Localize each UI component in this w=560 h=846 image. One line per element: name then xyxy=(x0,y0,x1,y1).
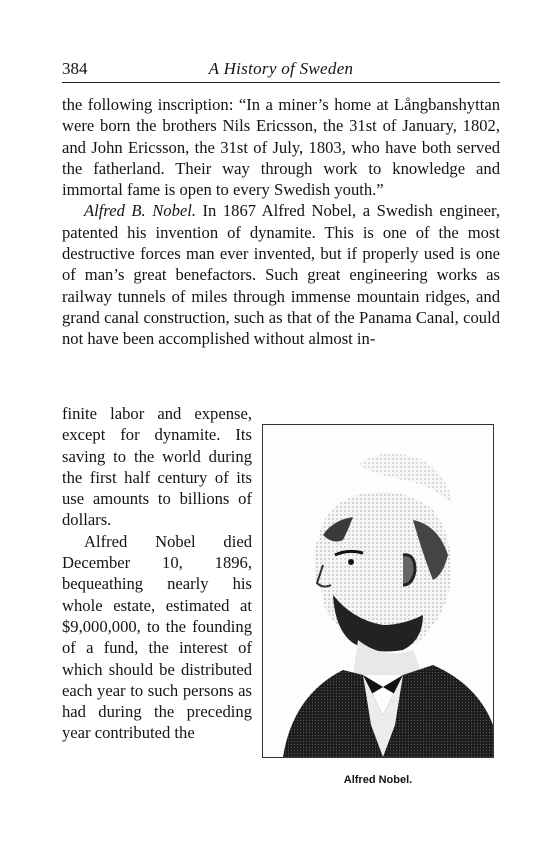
paragraph-nobel xyxy=(62,200,500,349)
portrait-figure xyxy=(262,424,494,758)
figure-caption: Alfred Nobel. xyxy=(343,774,413,786)
portrait-of-alfred-nobel xyxy=(263,425,493,757)
paragraph-inscription: the following inscription: “In a miner’s home at Långbanshyttan were born the brothers Nils Ericsson, the 31st of January, 1802, and John Ericsson, the 31st of July, 1803, who have both served the fatherland. Their way through work to knowledge and immortal fame is open to every Swedish youth.” xyxy=(62,95,500,200)
paragraph-dynamite-continued: finite labor and expense, except for dynamite. Its saving to the world during the first half century of its use amounts to billions of dollars. xyxy=(62,404,252,530)
page-header xyxy=(62,58,500,83)
paragraph-nobel-text: In 1867 Alfred Nobel, a Swedish engineer, patented his invention of dynamite. This is one of the most destructive forces man ever invented, but if properly used is one of man’s great benefactors. Such great engineering works as railway tunnels of miles through immense mountain ridges, and grand canal construction, such as that of the Panama Canal, could not have been accomplished without almost in- xyxy=(62,201,500,349)
paragraph-nobel-death: Alfred Nobel died December 10, 1896, bequeathing nearly his whole estate, estimated at $9,000,000, to the founding of a fund, the interest of which should be distributed each year to such persons as had during the preceding year contributed the xyxy=(62,531,252,743)
page-number: 384 xyxy=(62,59,88,78)
body-text-full-width xyxy=(62,94,500,350)
section-heading-alfred-nobel: Alfred B. Nobel. xyxy=(84,201,196,221)
running-title: A History of Sweden xyxy=(208,59,354,78)
body-text-wrapped-column xyxy=(62,403,252,744)
